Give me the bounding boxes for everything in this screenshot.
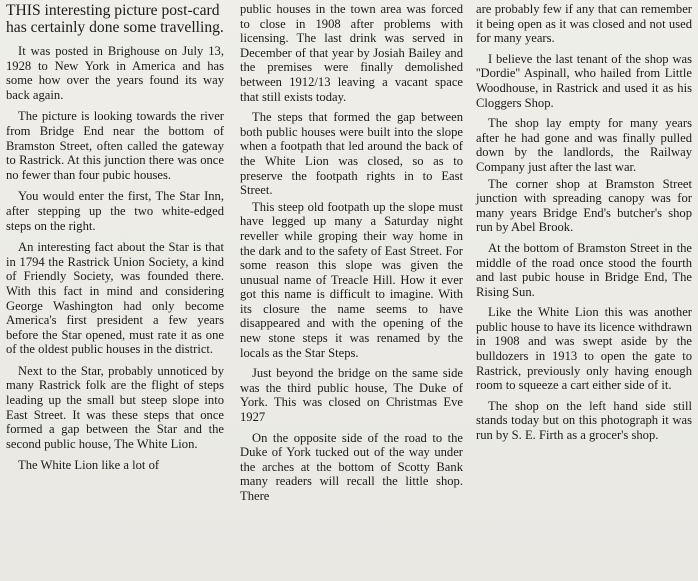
paragraph: THIS interesting picture post-card has certainly done some travelling. [6, 2, 224, 36]
article-column-1 [6, 2, 224, 480]
paragraph: I believe the last tenant of the shop was ''Dordie'' Aspinall, who hailed from Little Woodhouse, in Rastrick and used it as his Cloggers Shop. [476, 51, 692, 110]
paragraph: An interesting fact about the Star is that in 1794 the Rastrick Union Society, a kind of Friendly Society, was founded there. With this fact in mind and considering George Washington had only become America's first president a few years before the Star opened, must rate it as one of the oldest public houses in the district. [6, 240, 224, 357]
paragraph: Just beyond the bridge on the same side was the third public house, The Duke of York. This was closed on Christmas Eve 1927 [240, 366, 463, 425]
article-column-3 [476, 2, 692, 449]
paragraph: The White Lion like a lot of [18, 458, 160, 473]
paragraph: public houses in the town area was forced to close in 1908 after problems with licensing. The last drink was served in December of that year by Josiah Bailey and the premises were finally demolished between 1912/13 leaving a vacant space that still exists today. [240, 2, 463, 104]
paragraph: It was posted in Brighouse on July 13, 1928 to New York in America and has some how over the years found its way back again. [6, 44, 224, 102]
paragraph: You would enter the first, The Star Inn, after stepping up the two white-edged steps on the right. [6, 189, 224, 233]
paragraph: At the bottom of Bramston Street in the middle of the road once stood the fourth and last pubic house in Bridge End, The Rising Sun. [476, 240, 692, 299]
paragraph: The shop lay empty for many years after he had gone and was finally pulled down by the landlords, the Railway Company just after the last war. [476, 116, 692, 174]
paragraph: The corner shop at Bramston Street junction with spreading canopy was for many years Bridge End's butcher's shop run by Abel Brook. [476, 176, 692, 235]
paragraph: The shop on the left hand side still stands today but on this photograph it was run by S. E. Firth as a grocer's shop. [476, 398, 692, 443]
paragraph: Next to the Star, probably unnoticed by many Rastrick folk are the flight of steps leading up the small but steep slope into East Street. It was these steps that once formed a gap between the Star and the second public house, The White Lion. [6, 363, 224, 451]
paragraph: On the opposite side of the road to the Duke of York tucked out of the way under the arches at the bottom of Scotty Bank many readers will recall the little shop. There [240, 430, 463, 503]
paragraph: The picture is looking towards the river from Bridge End near the bottom of Bramston Street, often called the gateway to Rastrick. At this junction there was once no fewer than four pubic houses. [6, 109, 224, 182]
paragraph: The steps that formed the gap between both public houses were built into the slope when a footpath that led around the back of the White Lion was closed, so as to preserve the footpath rights in to East Street. [240, 110, 463, 198]
paragraph: Like the White Lion this was another public house to have its licence withdrawn in 1908 and was swept aside by the bulldozers in 1913 to open the gate to Rastrick, previously only having enough room to squeeze a cart either side of it. [476, 305, 692, 393]
paragraph: This steep old footpath up the slope must have legged up many a Saturday night reveller while groping their way home in the dark and to the safety of East Street. For some reason this slope was given the unusual name of Treacle Hill. How it ever got this name is difficult to imagine. With its closure the name seems to have disappeared and with the opening of the new stone steps it was renamed by the locals as the Star Steps. [240, 199, 463, 360]
article-column-2 [240, 2, 463, 510]
paragraph: are probably few if any that can remember it being open as it was closed and not used for many years. [476, 2, 692, 46]
